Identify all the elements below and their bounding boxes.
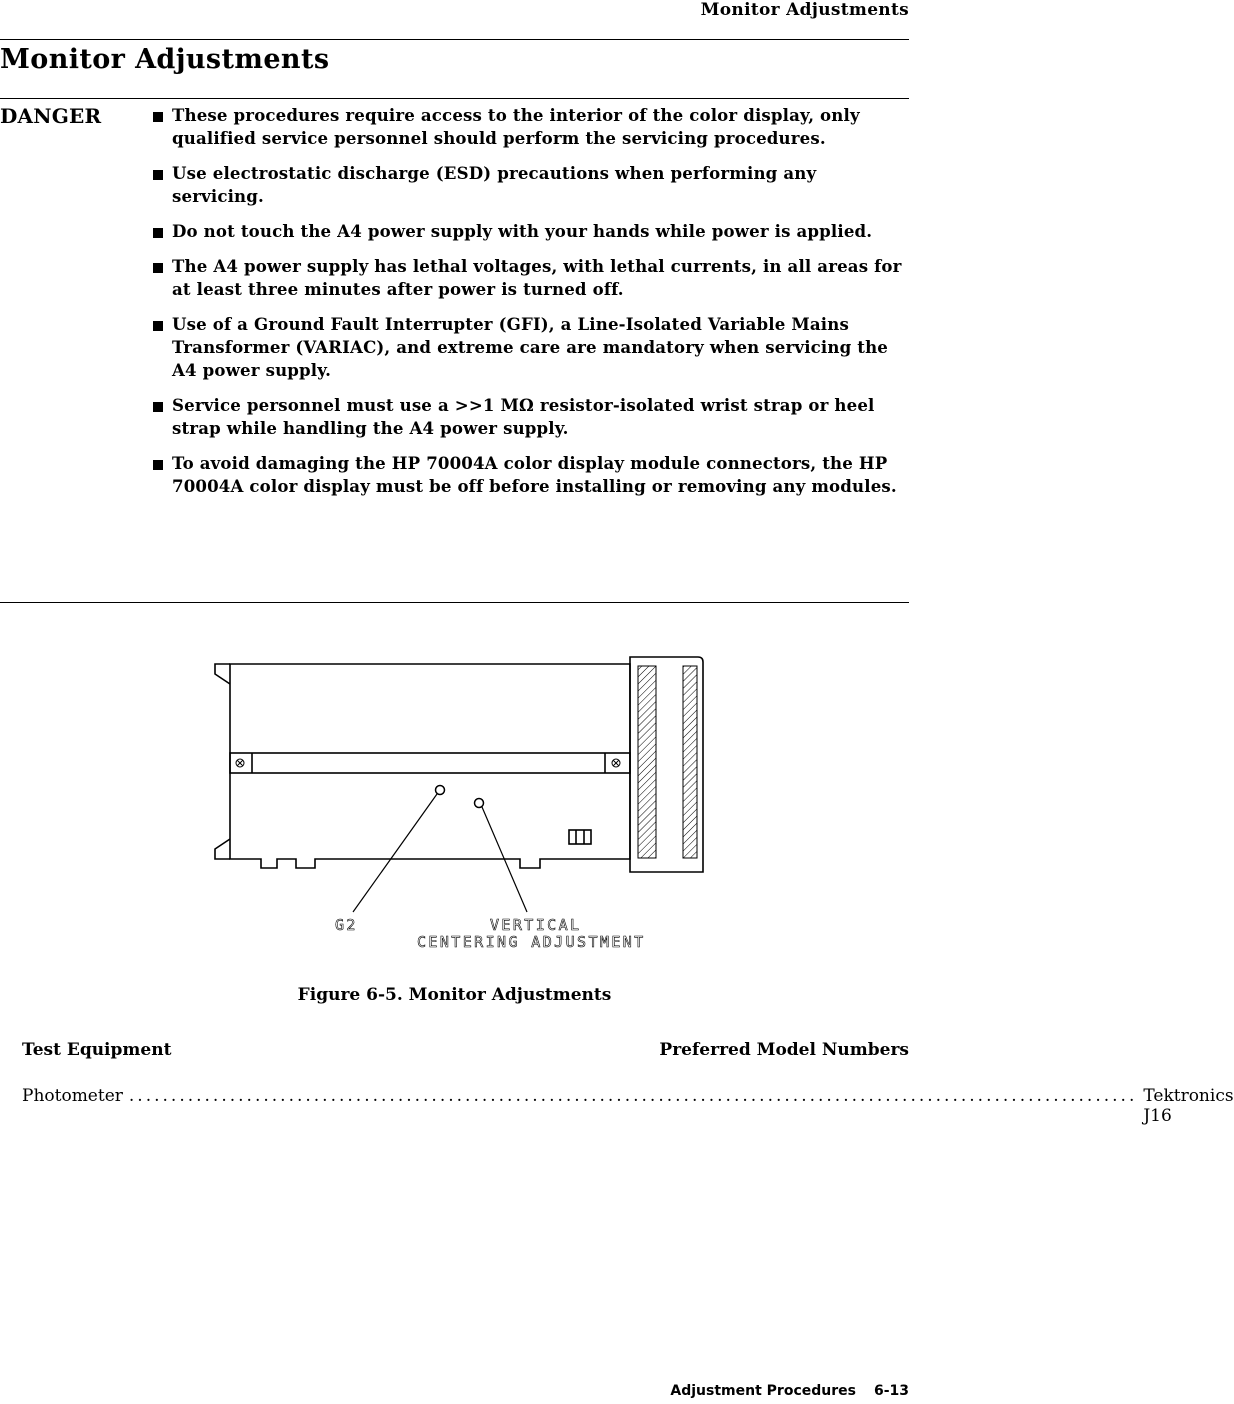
danger-list <box>150 104 906 510</box>
figure-caption: Figure 6-5. Monitor Adjustments <box>297 985 612 1005</box>
danger-top-rule <box>0 98 909 99</box>
danger-label: DANGER <box>0 104 102 128</box>
danger-item-text: To avoid damaging the HP 70004A color display module connectors, the HP 70004A color display must be off before installing or removing any modules. <box>172 453 897 496</box>
g2-label: G2 <box>335 916 358 934</box>
square-bullet-icon <box>153 228 163 238</box>
danger-item <box>150 104 906 150</box>
equipment-name: Photometer <box>22 1086 123 1106</box>
square-bullet-icon <box>153 402 163 412</box>
danger-item-text: Use of a Ground Fault Interrupter (GFI), a Line-Isolated Variable Mains Transformer (VARIAC), and extreme care are mandatory when servicing the A4 power supply. <box>172 314 888 380</box>
square-bullet-icon <box>153 112 163 122</box>
running-header-title: Monitor Adjustments <box>700 0 909 20</box>
danger-item <box>150 220 906 243</box>
monitor-adjustments-figure <box>205 650 715 960</box>
equipment-row <box>22 1086 1234 1126</box>
square-bullet-icon <box>153 263 163 273</box>
front-panel-hatching <box>638 666 697 858</box>
dot-leader: ........................................................................................................................ <box>128 1086 1138 1106</box>
monitor-chassis-drawing <box>215 657 703 872</box>
danger-item-text: These procedures require access to the interior of the color display, only qualified service personnel should perform the servicing procedures. <box>172 105 860 148</box>
vertical-label: VERTICAL <box>490 916 582 934</box>
rail-screw-icons <box>236 759 620 767</box>
square-bullet-icon <box>153 321 163 331</box>
page-number: 6-13 <box>873 1383 909 1399</box>
danger-item <box>150 255 906 301</box>
section-title: Monitor Adjustments <box>0 44 330 75</box>
danger-item <box>150 452 906 498</box>
danger-item <box>150 394 906 440</box>
centering-adjustment-label: CENTERING ADJUSTMENT <box>417 933 646 951</box>
square-bullet-icon <box>153 460 163 470</box>
equipment-model: Tektronics J16 <box>1143 1086 1234 1126</box>
adjustment-pots <box>436 786 484 808</box>
figure-labels <box>335 916 646 951</box>
danger-item-text: Do not touch the A4 power supply with your hands while power is applied. <box>172 221 873 241</box>
footer-section: Adjustment Procedures <box>670 1383 856 1399</box>
danger-item-text: Service personnel must use a >>1 MΩ resistor-isolated wrist strap or heel strap while handling the A4 power supply. <box>172 395 875 438</box>
danger-item <box>150 162 906 208</box>
danger-item-text: The A4 power supply has lethal voltages, with lethal currents, in all areas for at least three minutes after power is turned off. <box>172 256 902 299</box>
vertical-centering-pot-icon <box>475 799 484 808</box>
equipment-table-header <box>22 1040 909 1060</box>
danger-bottom-rule <box>0 602 909 603</box>
danger-item-text: Use electrostatic discharge (ESD) precautions when performing any servicing. <box>172 163 817 206</box>
header-rule <box>0 39 909 40</box>
callout-leaders <box>353 794 527 912</box>
danger-item <box>150 313 906 382</box>
running-footer <box>670 1383 909 1399</box>
square-bullet-icon <box>153 170 163 180</box>
g2-pot-icon <box>436 786 445 795</box>
equipment-col-left: Test Equipment <box>22 1040 172 1060</box>
equipment-col-right: Preferred Model Numbers <box>659 1040 909 1060</box>
